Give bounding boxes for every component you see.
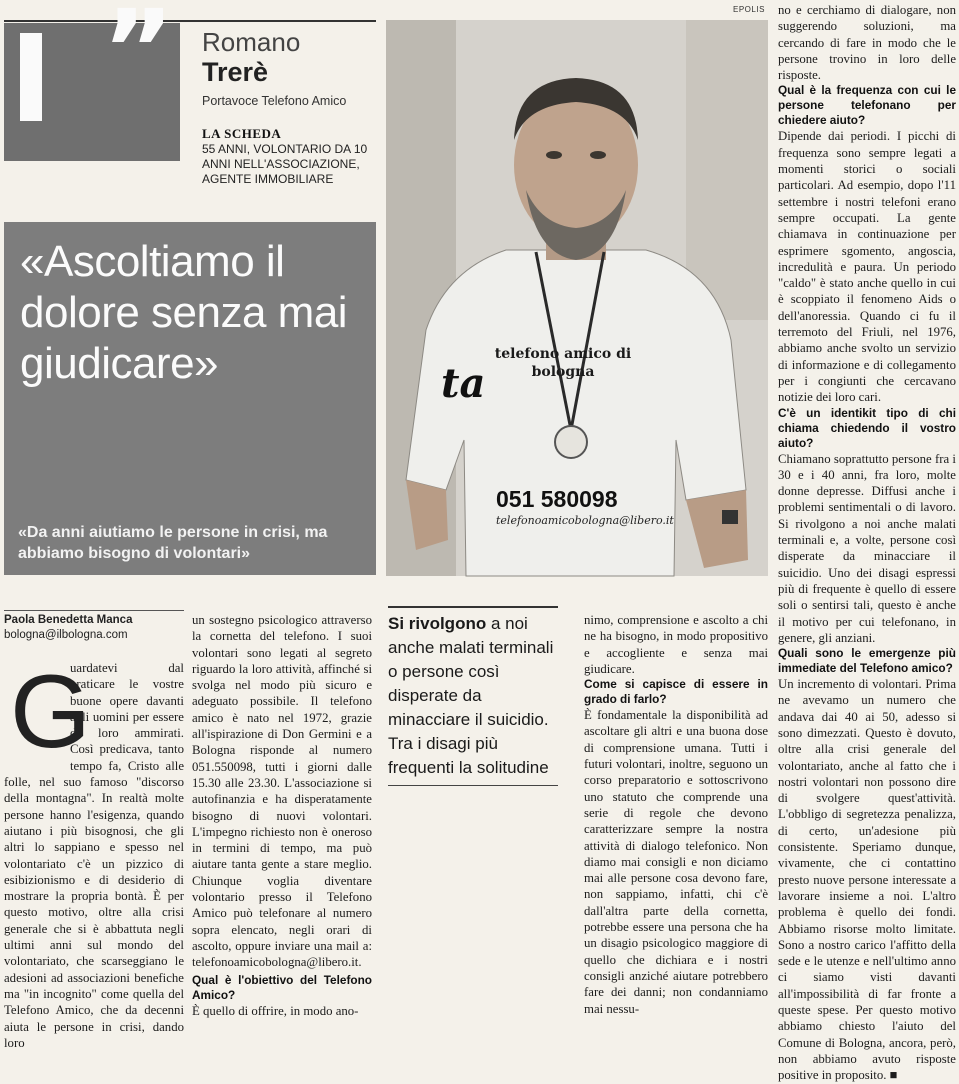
headline: «Ascoltiamo il dolore senza mai giudicare» bbox=[20, 237, 348, 388]
logo-bar-shape bbox=[20, 33, 42, 121]
byline-rule bbox=[4, 610, 184, 611]
article-text: nimo, comprensione e ascolto a chi ne ha bisogno, in modo propositivo e accogliente e senza mai giudicare. bbox=[584, 613, 768, 676]
interviewee-last-name: Trerè bbox=[202, 57, 269, 87]
interviewee-first-name: Romano bbox=[202, 27, 301, 57]
shirt-phone-number: 051 580098 bbox=[496, 486, 618, 512]
article-text: È quello di offrire, in modo ano- bbox=[192, 1003, 359, 1018]
quote-mark-icon: ” bbox=[102, 0, 175, 114]
article-text: Chiamano soprattutto persone fra i 30 e i 40 anni, fra loro, molte donne depresse. Diffusi anche i problemi sentimentali o di lavoro. Si rivolgono a noi anche malati terminali e, a volte, persone così disperate da minacciare il suicidio. Uno dei disagi espressi più di frequente è quello di essere soli o sentirsi tali, questo è anche il motivo per cui telefonano, in genere, gli anziani. bbox=[778, 451, 956, 645]
article-text: Un incremento di volontari. Prima ne avevamo un numero che andava dai 40 ai 50, adesso si sono dimezzati. Questo è dovuto, oltre alla crisi generale del volontariato, anche al fatto che i nostri volontari non possono dire di svolgere quest'attività. L'obbligo di segretezza penalizza, di certo, un'adesione più consistente. Speriamo dunque, vivamente, che ci contattino presto nuove persone interessate a lavorare insieme a noi. L'altro problema è quello dei fondi. Abbiamo risorse molto limitate. Sono a nostro carico l'affitto della sede e le utenze e nell'ultimo anno ci siamo visti davanti all'impossibilità di far fronte a queste spese. Per questo motivo abbiamo chiesto l'aiuto del Comune di Bologna, ancora, però, non abbiamo avuto risposte positive in proposito. bbox=[778, 677, 956, 1083]
interview-question: Come si capisce di essere in grado di farlo? bbox=[584, 677, 768, 707]
byline-email: bologna@ilbologna.com bbox=[4, 629, 128, 641]
pullquote-text: a noi anche malati terminali o persone così disperate da minacciare il suicidio. Tra i disagi più frequenti la solitudine bbox=[388, 614, 554, 777]
portrait-photo bbox=[386, 20, 768, 576]
section-logo bbox=[4, 0, 180, 161]
headline-box bbox=[4, 222, 376, 575]
interviewee-role: Portavoce Telefono Amico bbox=[202, 94, 347, 108]
article-text: no e cerchiamo di dialogare, non suggerendo soluzioni, ma cercando di fare in modo che le persone trovino in loro delle risposte. bbox=[778, 3, 956, 83]
interview-question: Qual è la frequenza con cui le persone telefonano per chiedere aiuto? bbox=[778, 83, 956, 128]
pullquote-lead: Si rivolgono bbox=[388, 614, 487, 633]
subheadline: «Da anni aiutiamo le persone in crisi, ma abbiamo bisogno di volontari» bbox=[18, 524, 328, 562]
shirt-email: telefonoamicobologna@libero.it bbox=[496, 514, 674, 527]
scheda-title: LA SCHEDA bbox=[202, 126, 282, 141]
header-rule bbox=[4, 20, 376, 22]
article-text: Dipende dai periodi. I picchi di frequenza sono sempre legati a momenti storici o sociali particolari. Ad esempio, dopo l'11 settembre i nostri telefoni erano sempre occupati. La gente chiamava in continuazione per esprimere sgomento, angoscia, incredulità e paura. Un periodo "caldo" è stato anche quello in cui è scoppiato il fenomeno Aids o dell'anoressia. Quando ci fu il terremoto del Friuli, nel 1976, abbiamo anche svolto un servizio di informazione e di collegamento per i congiunti che cercavano notizie dei loro cari. bbox=[778, 129, 956, 405]
scheda-body: 55 ANNI, VOLONTARIO DA 10 ANNI NELL'ASSOCIAZIONE, AGENTE IMMOBILIARE bbox=[202, 142, 368, 186]
photo-credit: EPOLIS bbox=[733, 5, 765, 14]
article-text: È fondamentale la disponibilità ad ascoltare gli altri e una buona dose di comprensione umana. Tutti i futuri volontari, inoltre, seguono un corso preparatorio e sottoscrivono uno statuto che comprende una serie di regole che devono caratterizzare sempre la nostra attività di dialogo telefonico. Non diamo mai consigli e non diciamo mai alle persone cosa devono fare, non sappiamo, infatti, chi c'è dall'altra parte della cornetta, potrebbe essere una persona che ha un disagio psicologico maggiore di quello che dichiara e i nostri consigli anziché aiutare potrebbero fare dei danni; non condanniamo mai nessu- bbox=[584, 708, 768, 1016]
article-column-2 bbox=[192, 612, 372, 1018]
pullquote-rule bbox=[388, 606, 558, 608]
article-column-4 bbox=[778, 2, 956, 1083]
pullquote bbox=[388, 612, 560, 780]
dropcap: G bbox=[10, 654, 91, 770]
shirt-logo: ta bbox=[441, 360, 486, 407]
shirt-brand-text: telefono amico di bologna bbox=[494, 346, 632, 380]
interview-question: Quali sono le emergenze più immediate del Telefono amico? bbox=[778, 646, 956, 676]
end-mark: ■ bbox=[889, 1068, 898, 1083]
interview-question: C'è un identikit tipo di chi chiama chiedendo il vostro aiuto? bbox=[778, 405, 956, 450]
byline-author: Paola Benedetta Manca bbox=[4, 614, 133, 626]
article-text: un sostegno psicologico attraverso la cornetta del telefono. I suoi volontari sono legati al segreto riguardo la loro attività, affinché si svolga nel modo più sicuro e adeguato possibile. Il telefono amico è nato nel 1972, grazie all'ispirazione di Don Germini e a Bologna risponde al numero 051.550098, tutti i giorni dalle 15.30 alle 23.30. L'associazione si autofinanzia e ha disperatamente bisogno di nuovi volontari. L'impegno richiesto non è oneroso in termini di tempo, ma può aiutare tanta gente a stare meglio. Chiunque voglia diventare volontario presso il Telefono Amico può telefonare al numero sopra elencato, negli orari di ascolto, oppure inviare una mail a: telefonoamicobologna@libero.it. bbox=[192, 613, 372, 970]
article-text: uardatevi dal praticare le vostre buone opere davanti agli uomini per essere da loro ammirati. Così predicava, tanto tempo fa, Cristo alle folle, nel suo famoso "discorso della montagna". In realtà molte persone hanno l'esigenza, quando aiutano i più bisognosi, che gli altri lo sappiano e spesso nel volontariato c'è un pizzico di esibizionismo e di desiderio di mostrare la propria bontà. È per questo motivo, oltre alla crisi generale che si è abbattuta negli ultimi anni sul mondo del volontariato, che scarseggiano le adesioni ad associazioni benefiche ma "in incognito" come quella del Telefono Amico, che da decenni aiuta le persone in crisi, dando loro bbox=[4, 661, 184, 1050]
interview-question: Qual è l'obiettivo del Telefono Amico? bbox=[192, 972, 372, 1002]
article-column-3 bbox=[584, 612, 768, 1016]
pullquote-rule bbox=[388, 785, 558, 786]
article-text bbox=[778, 676, 956, 1083]
